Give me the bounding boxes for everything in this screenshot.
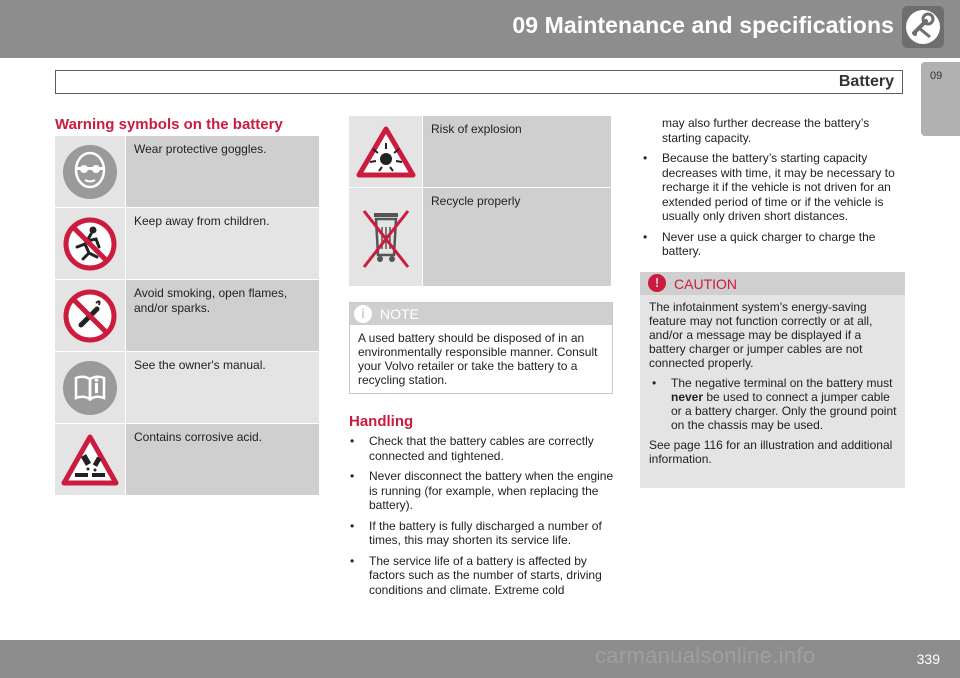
page-footer <box>0 640 960 678</box>
symbol-text: Wear protective goggles. <box>126 136 319 207</box>
symbol-row <box>349 116 611 188</box>
list-item: • Never disconnect the battery when the engine is running (for example, when replacing the battery). <box>347 469 615 513</box>
caution-bullet-text-2: be used to connect a jumper cable or a battery charger. Only the ground point on the chassis may be used. <box>671 390 897 432</box>
note-header <box>350 303 612 325</box>
chapter-title: 09 Maintenance and specifications <box>512 12 894 38</box>
section-bar <box>55 70 903 94</box>
watermark: carmanualsonline.info <box>595 643 816 668</box>
list-item: • The service life of a battery is affected by factors such as the number of starts, driving conditions and climate. Extreme cold <box>347 554 615 598</box>
note-box <box>349 302 613 394</box>
caution-box <box>640 272 905 488</box>
chapter-tab-label: 09 <box>930 70 943 82</box>
keep-away-children-icon <box>55 208 126 279</box>
symbol-text: Avoid smoking, open flames, and/or sparks. <box>126 280 319 351</box>
caution-outro: See page 116 for an illustration and additional information. <box>649 438 893 466</box>
section-title: Battery <box>838 73 894 90</box>
symbol-row <box>55 424 319 496</box>
caution-header <box>640 272 905 295</box>
info-icon: i <box>354 305 372 323</box>
handling-list-continued <box>640 116 910 265</box>
caution-bullet-emphasis: never <box>671 390 704 404</box>
caution-bullet <box>649 376 899 432</box>
caution-label: CAUTION <box>674 276 737 292</box>
recycle-bin-icon <box>349 188 423 286</box>
corrosive-icon <box>55 424 126 495</box>
page-number: 339 <box>916 651 940 667</box>
symbol-text: Contains corrosive acid. <box>126 424 319 495</box>
handling-list <box>347 434 615 603</box>
handling-heading: Handling <box>349 413 414 430</box>
symbol-text: Keep away from children. <box>126 208 319 279</box>
list-item: • Never use a quick charger to charge the battery. <box>640 230 910 259</box>
goggles-icon <box>55 136 126 207</box>
warning-symbols-table-continued <box>349 116 611 287</box>
list-item: • Because the battery’s starting capacity decreases with time, it may be necessary to recharge it if the vehicle is not driven for an extended period of time or if the vehicle is usually only driven short distances. <box>640 151 910 224</box>
note-label: NOTE <box>380 306 419 322</box>
page-header <box>0 0 960 58</box>
symbol-text: Recycle properly <box>423 188 611 286</box>
caution-bullet-text-1: The negative terminal on the battery must <box>671 376 893 390</box>
manual-icon <box>55 352 126 423</box>
warning-icon: ! <box>648 274 666 292</box>
symbol-row <box>55 208 319 280</box>
warning-symbols-table <box>55 136 319 496</box>
warning-symbols-heading: Warning symbols on the battery <box>55 116 283 133</box>
explosion-icon <box>349 116 423 187</box>
caution-intro: The infotainment system's energy-saving feature may not function correctly or at all, and/or a message may be displayed if a battery charger or jumper cables are not connected properly. <box>649 300 873 370</box>
symbol-text: Risk of explosion <box>423 116 611 187</box>
symbol-text: See the owner's manual. <box>126 352 319 423</box>
continuation-text: may also further decrease the battery’s starting capacity. <box>662 116 870 145</box>
caution-body <box>649 300 899 472</box>
symbol-row <box>55 352 319 424</box>
no-smoking-icon <box>55 280 126 351</box>
note-text: A used battery should be disposed of in an environmentally responsible manner. Consult your Volvo retailer or take the battery to a recycling station. <box>358 331 598 387</box>
chapter-tab[interactable] <box>921 62 960 136</box>
list-item: • Check that the battery cables are correctly connected and tightened. <box>347 434 615 463</box>
symbol-row <box>55 136 319 208</box>
wrench-icon <box>902 6 944 48</box>
list-item: • If the battery is fully discharged a number of times, this may shorten its service life. <box>347 519 615 548</box>
symbol-row <box>349 188 611 287</box>
symbol-row <box>55 280 319 352</box>
